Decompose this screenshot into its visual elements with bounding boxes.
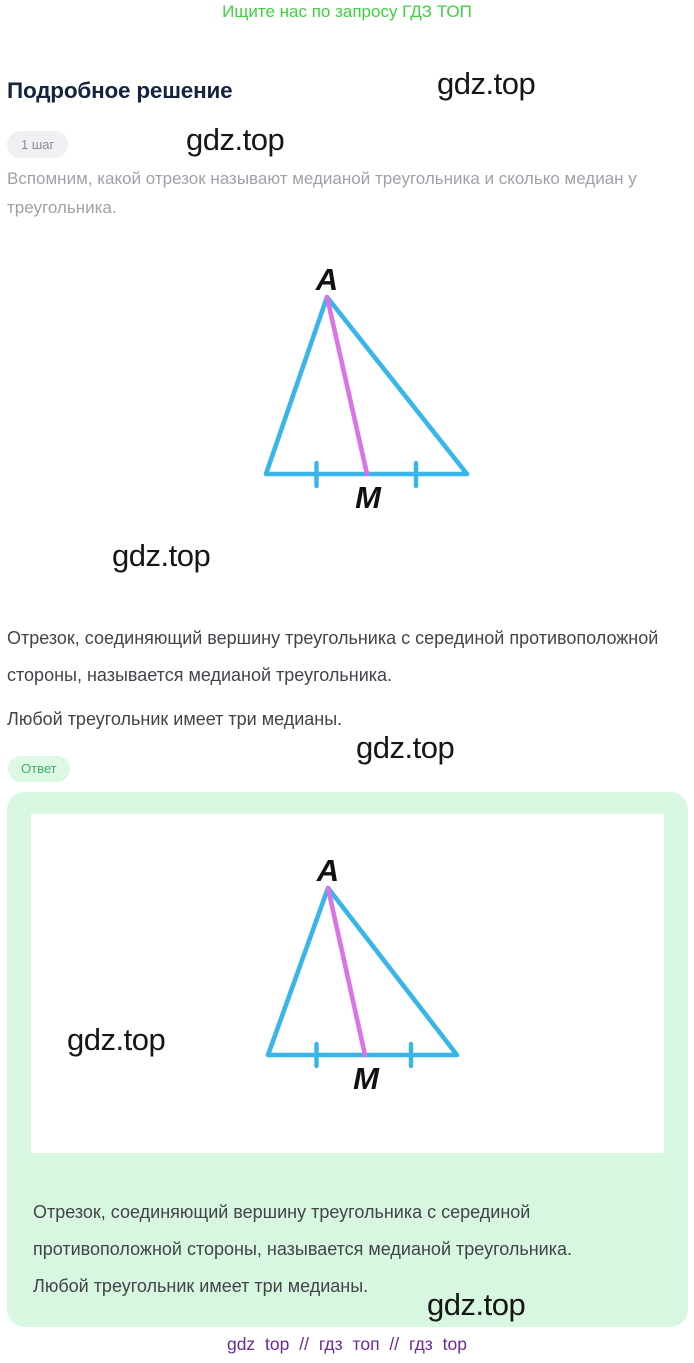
answer-medians-count-text: Любой треугольник имеет три медианы. <box>33 1276 369 1296</box>
definition-line2: стороны, называется медианой треугольника. <box>7 665 393 685</box>
midpoint-m-label: M <box>355 480 381 515</box>
footer-links[interactable]: gdz top // гдз топ // гдз top <box>226 1334 468 1354</box>
answer-badge: Ответ <box>8 756 70 782</box>
vertex-a-label: A <box>315 262 339 297</box>
definition-text <box>7 620 693 694</box>
median-triangle-diagram <box>240 250 490 520</box>
watermark-bottom-right: gdz.top <box>427 1287 526 1322</box>
watermark-mid-left: gdz.top <box>112 538 211 573</box>
medians-count-text: Любой треугольник имеет три медианы. <box>7 709 343 729</box>
promo-search-link[interactable]: Ищите нас по запросу ГДЗ ТОП <box>222 2 472 21</box>
watermark-upper-mid: gdz.top <box>186 122 285 157</box>
step1-line1: Вспомним, какой отрезок называют медианой треугольника и сколько медиан у <box>7 169 637 188</box>
answer-definition-text <box>33 1194 673 1268</box>
answer-median-triangle-diagram <box>245 853 475 1098</box>
step-badge: 1 шаг <box>7 131 68 158</box>
step1-line2: треугольника. <box>7 198 117 217</box>
triangle-outline <box>268 888 457 1055</box>
watermark-in-card: gdz.top <box>67 1022 166 1057</box>
answer-line1: Отрезок, соединяющий вершину треугольника с серединой <box>33 1202 531 1222</box>
watermark-above-answer: gdz.top <box>356 730 455 765</box>
midpoint-m-label: M <box>353 1061 379 1096</box>
answer-line2: противоположной стороны, называется медианой треугольника. <box>33 1239 573 1259</box>
triangle-outline <box>266 297 467 474</box>
vertex-a-label: A <box>316 853 340 888</box>
step1-prompt-text <box>7 164 667 222</box>
page-title: Подробное решение <box>7 78 233 103</box>
watermark-top-right: gdz.top <box>437 66 536 101</box>
definition-line1: Отрезок, соединяющий вершину треугольника с серединой противоположной <box>7 628 659 648</box>
